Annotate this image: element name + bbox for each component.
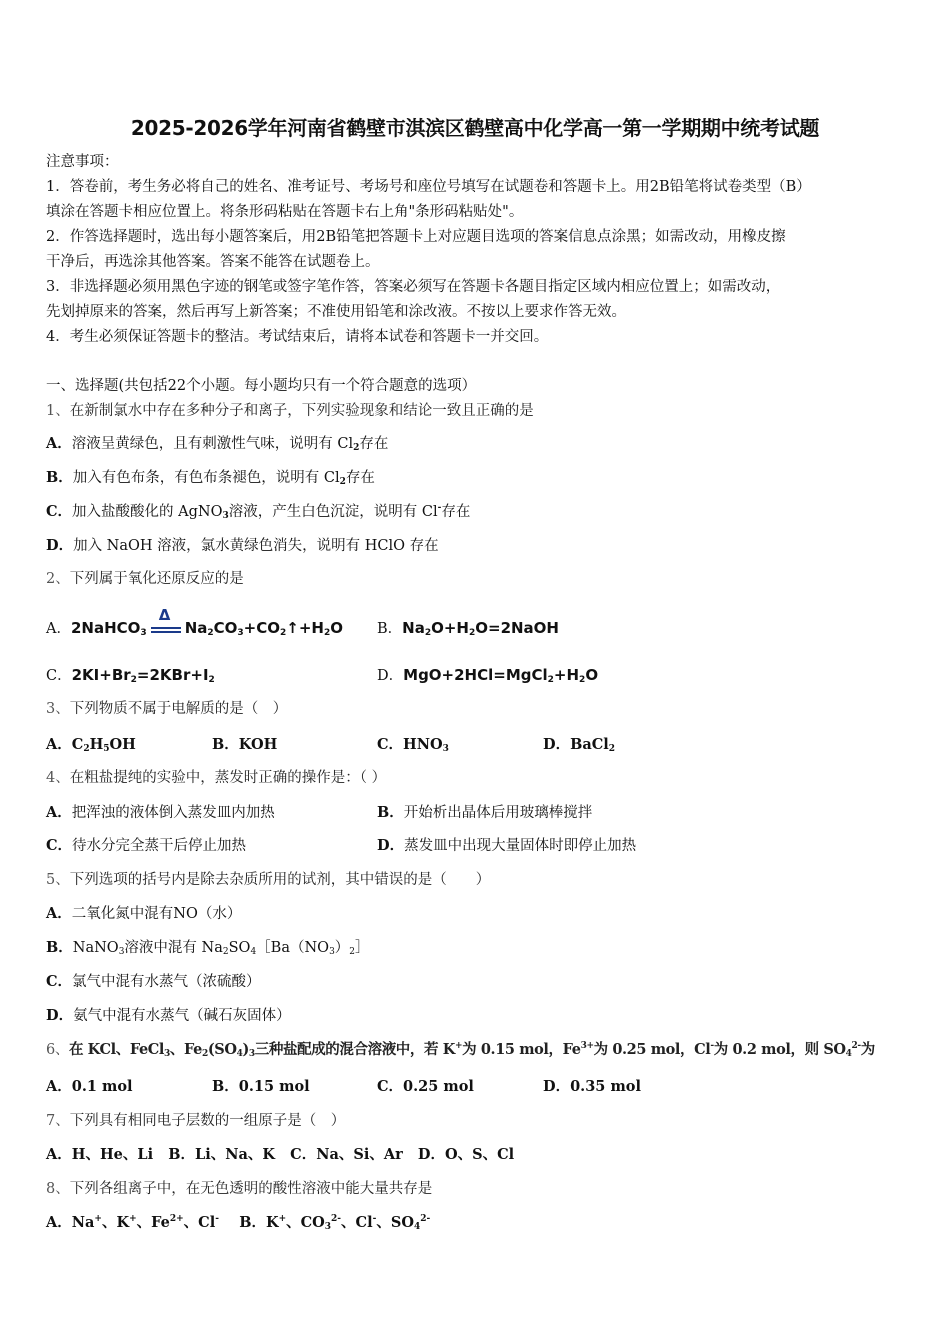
- option-label: B．: [46, 469, 73, 486]
- option-label: C．: [46, 668, 72, 684]
- option-6b: B．0.15 mol: [212, 1078, 310, 1095]
- question-stem: 下列具有相同电子层数的一组原子是（ ）: [69, 1113, 346, 1129]
- notice-line: 先划掉原来的答案，然后再写上新答案；不准使用铅笔和涂改液。不按以上要求作答无效。: [46, 304, 626, 320]
- question-7: 7、下列具有相同电子层数的一组原子是（ ）: [46, 1113, 346, 1129]
- question-stem: 下列物质不属于电解质的是（ ）: [69, 701, 288, 717]
- notice-line: 1．答卷前，考生务必将自己的姓名、准考证号、考场号和座位号填写在试题卷和答题卡上。用2B铅笔将试卷类型（B）: [46, 179, 811, 195]
- option-label: B．: [377, 621, 403, 637]
- option-3a: A．$C_2H_5OH$: [46, 736, 136, 754]
- notice-line: 填涂在答题卡相应位置上。将条形码粘贴在答题卡右上角"条形码粘贴处"。: [46, 204, 524, 220]
- option-5a: A．二氧化氮中混有NO（水）: [46, 905, 242, 922]
- option-4d: D．蒸发皿中出现大量固体时即停止加热: [377, 837, 637, 854]
- options-8: A．Na+、K+、$Fe^{2+}$、Cl- B．K+、$CO_3^{2-}$、Cl-、$SO_4^{2-}$: [46, 1214, 431, 1232]
- option-2d: D．$MgO+2HCl=MgCl_2+H_2O$: [377, 666, 599, 685]
- option-6c: C．0.25 mol: [377, 1078, 474, 1095]
- option-label: D．: [46, 537, 74, 554]
- question-stem: 在新制氯水中存在多种分子和离子，下列实验现象和结论一致且正确的是: [69, 403, 534, 419]
- option-3c: C．$HNO_3$: [377, 736, 449, 754]
- heating-condition-icon: Δ: [149, 619, 183, 639]
- notice-line: 2．作答选择题时，选出每小题答案后，用2B铅笔把答题卡上对应题目选项的答案信息点涂黑；如需改动，用橡皮擦: [46, 229, 786, 245]
- option-5b: B．NaNO$_3$溶液中混有 $Na_2SO_4[Ba(NO_3)_2]$: [46, 939, 370, 957]
- question-2: 2、下列属于氧化还原反应的是: [46, 571, 244, 587]
- notice-line: 3．非选择题必须用黑色字迹的钢笔或签字笔作答，答案必须写在答题卡各题目指定区域内相应位置上；如需改动，: [46, 279, 781, 295]
- option-6a: A．0.1 mol: [46, 1078, 133, 1095]
- section-heading: 一、选择题(共包括22个小题。每小题均只有一个符合题意的选项）: [46, 378, 477, 394]
- option-4b: B．开始析出晶体后用玻璃棒搅拌: [377, 804, 593, 821]
- question-8: 8、下列各组离子中，在无色透明的酸性溶液中能大量共存是: [46, 1181, 433, 1197]
- question-stem: 下列属于氧化还原反应的是: [69, 571, 244, 587]
- option-3d: D．BaCl$_2$: [543, 736, 616, 754]
- option-label: C．: [46, 503, 73, 520]
- option-label: D．: [377, 668, 404, 684]
- notice-line: 干净后，再选涂其他答案。答案不能答在试题卷上。: [46, 254, 380, 270]
- option-1c: C．加入盐酸酸化的 AgNO$_3$溶液，产生白色沉淀，说明有 Cl-存在: [46, 503, 471, 521]
- question-4: 4、在粗盐提纯的实验中，蒸发时正确的操作是：（ ）: [46, 770, 387, 786]
- question-6: 6、在 KCl、FeCl$_3$、$Fe_2(SO_4)_3$三种盐配成的混合溶液中，若 K+为 0.15 mol，$Fe^{3+}$为 0.25 mol，Cl-为 0.2 mol，则 $SO_4^{2-}$为: [46, 1041, 875, 1059]
- option-2a: A．2NaHCO$_3$ Δ $Na_2CO_3+CO_2↑+H_2O$: [46, 606, 343, 638]
- option-label: A．: [46, 621, 71, 637]
- option-2c: C．$2KI+Br_2=2KBr+I_2$: [46, 666, 215, 685]
- option-6d: D．0.35 mol: [543, 1078, 641, 1095]
- question-stem: 下列选项的括号内是除去杂质所用的试剂，其中错误的是（ ）: [69, 872, 491, 888]
- question-1: [46, 401, 534, 421]
- option-1d: D．加入 NaOH 溶液，氯水黄绿色消失，说明有 HClO 存在: [46, 537, 439, 554]
- option-5c: C．氯气中混有水蒸气（浓硫酸）: [46, 973, 261, 990]
- option-2b: B．$Na_2O+H_2O=2NaOH$: [377, 619, 559, 638]
- notice-line: 4．考生必须保证答题卡的整洁。考试结束后，请将本试卷和答题卡一并交回。: [46, 329, 549, 345]
- option-label: A．: [46, 435, 72, 452]
- question-stem: 下列各组离子中，在无色透明的酸性溶液中能大量共存是: [69, 1181, 433, 1197]
- option-1a: A．溶液呈黄绿色，且有刺激性气味，说明有 $Cl_2$存在: [46, 435, 389, 453]
- options-7: A．H、He、Li B．Li、Na、K C．Na、Si、Ar D．O、S、Cl: [46, 1146, 515, 1163]
- option-4a: A．把浑浊的液体倒入蒸发皿内加热: [46, 804, 275, 821]
- question-3: 3、下列物质不属于电解质的是（ ）: [46, 701, 288, 717]
- option-4c: C．待水分完全蒸干后停止加热: [46, 837, 247, 854]
- option-3b: B．KOH: [212, 736, 278, 753]
- question-number: 1、: [46, 403, 70, 419]
- question-5: 5、下列选项的括号内是除去杂质所用的试剂，其中错误的是（ ）: [46, 872, 491, 888]
- question-stem: 在粗盐提纯的实验中，蒸发时正确的操作是：（ ）: [69, 770, 387, 786]
- option-1b: B．加入有色布条，有色布条褪色，说明有 $Cl_2$存在: [46, 469, 375, 487]
- option-5d: D．氨气中混有水蒸气（碱石灰固体）: [46, 1007, 291, 1024]
- notice-heading: 注意事项：: [46, 154, 119, 170]
- page-title: 2025-2026学年河南省鹤壁市淇滨区鹤壁高中化学高一第一学期期中统考试题: [130, 116, 820, 140]
